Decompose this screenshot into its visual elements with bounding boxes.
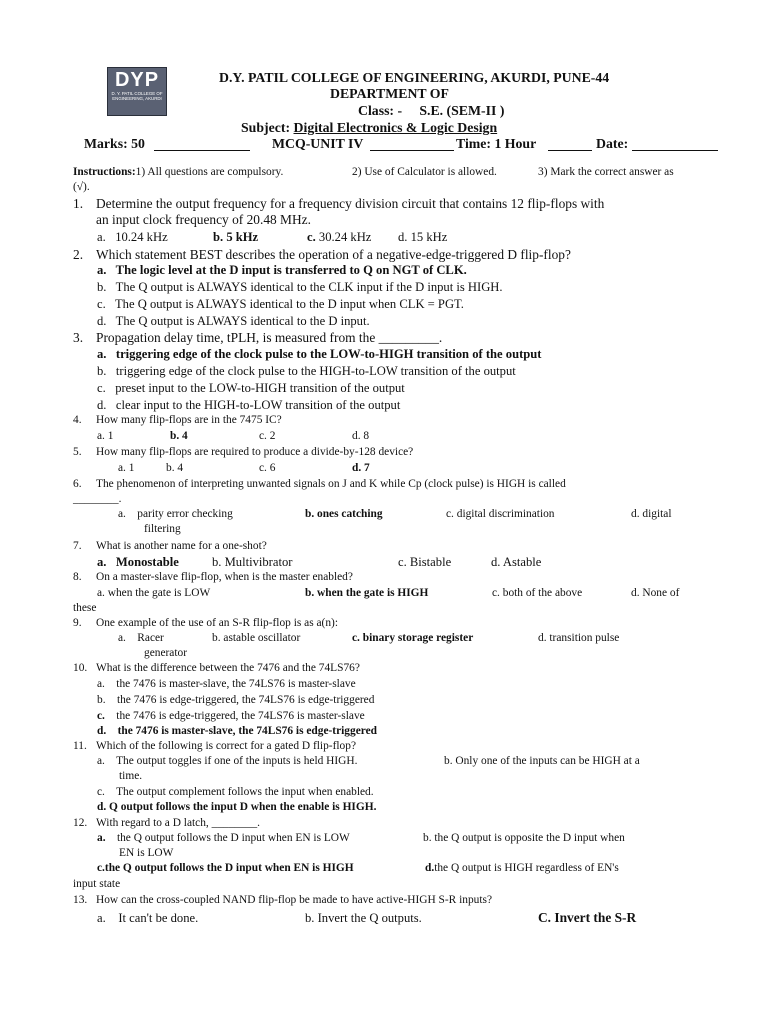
q6-option-b[interactable]: b. ones catching bbox=[305, 508, 383, 520]
q12-option-c[interactable]: c.the Q output follows the D input when EN is HIGH bbox=[97, 862, 354, 874]
marks: Marks: 50 bbox=[84, 136, 145, 151]
q11-option-a[interactable]: a. The output toggles if one of the inputs is held HIGH. bbox=[97, 755, 358, 767]
q13-option-a[interactable]: a. It can't be done. bbox=[97, 911, 199, 925]
q5-option-c[interactable]: c. 6 bbox=[259, 462, 276, 474]
logo-text: DYP bbox=[114, 69, 160, 91]
q12-option-b[interactable]: b. the Q output is opposite the D input when bbox=[423, 832, 625, 844]
q10-option-b[interactable]: b. the 7476 is edge-triggered, the 74LS76 is edge-triggered bbox=[97, 694, 375, 706]
time-underline bbox=[548, 150, 592, 151]
q3-option-a[interactable]: a. triggering edge of the clock pulse to the LOW-to-HIGH transition of the output bbox=[97, 347, 542, 361]
q13-option-b[interactable]: b. Invert the Q outputs. bbox=[305, 911, 422, 925]
instruction-3-cont: (√). bbox=[73, 181, 90, 193]
date: Date: bbox=[596, 136, 629, 151]
q12-option-a[interactable]: a. the Q output follows the D input when EN is LOW bbox=[97, 832, 350, 844]
subject-line bbox=[241, 120, 497, 136]
instructions-label: Instructions: bbox=[73, 166, 136, 178]
q7-number: 7. bbox=[73, 540, 82, 552]
q7-text: What is another name for a one-shot? bbox=[96, 540, 267, 552]
q13-text: How can the cross-coupled NAND flip-flop be made to have active-HIGH S-R inputs? bbox=[96, 894, 493, 906]
q10-number: 10. bbox=[73, 662, 88, 674]
q8-text: On a master-slave flip-flop, when is the master enabled? bbox=[96, 571, 353, 583]
q1-text-cont: an input clock frequency of 20.48 MHz. bbox=[96, 212, 311, 227]
q6-text: The phenomenon of interpreting unwanted signals on J and K while Cp (clock pulse) is HIGH is called bbox=[96, 478, 566, 490]
q2-text: Which statement BEST describes the operation of a negative-edge-triggered D flip-flop? bbox=[96, 247, 571, 262]
q7-option-c[interactable]: c. Bistable bbox=[398, 555, 452, 569]
q11-option-b-cont: time. bbox=[119, 770, 143, 782]
q10-option-d[interactable]: d. the 7476 is master-slave, the 74LS76 is edge-triggered bbox=[97, 725, 377, 737]
q9-option-b[interactable]: b. astable oscillator bbox=[212, 632, 301, 644]
q8-option-d[interactable]: d. None of bbox=[631, 587, 680, 599]
instruction-2: 2) Use of Calculator is allowed. bbox=[352, 166, 497, 178]
q8-option-b[interactable]: b. when the gate is HIGH bbox=[305, 587, 429, 599]
q12-text: With regard to a D latch, ________. bbox=[96, 817, 261, 829]
q9-option-a[interactable]: a. Racer bbox=[118, 632, 164, 644]
q5-text: How many flip-flops are required to produce a divide-by-128 device? bbox=[96, 446, 414, 458]
q7-option-b[interactable]: b. Multivibrator bbox=[212, 555, 293, 569]
q4-text: How many flip-flops are in the 7475 IC? bbox=[96, 414, 282, 426]
subject-name: Digital Electronics & Logic Design bbox=[293, 120, 498, 135]
q5-option-d[interactable]: d. 7 bbox=[352, 462, 370, 474]
q10-text: What is the difference between the 7476 and the 74LS76? bbox=[96, 662, 360, 674]
q10-option-c[interactable]: c. the 7476 is edge-triggered, the 74LS76 is master-slave bbox=[97, 710, 365, 722]
q9-option-d[interactable]: d. transition pulse bbox=[538, 632, 620, 644]
q8-option-a[interactable]: a. when the gate is LOW bbox=[97, 587, 211, 599]
q4-option-a[interactable]: a. 1 bbox=[97, 430, 114, 442]
q3-text: Propagation delay time, tPLH, is measured from the _________. bbox=[96, 330, 443, 345]
q12-option-d[interactable]: d.the Q output is HIGH regardless of EN's bbox=[425, 862, 619, 874]
college-name: D.Y. PATIL COLLEGE OF ENGINEERING, AKURDI, PUNE-44 bbox=[219, 70, 610, 85]
q7-option-d[interactable]: d. Astable bbox=[491, 555, 542, 569]
q12-option-d-cont: input state bbox=[73, 878, 121, 890]
q9-option-a-cont: generator bbox=[144, 647, 188, 659]
q8-option-c[interactable]: c. both of the above bbox=[492, 587, 583, 599]
q3-option-b[interactable]: b. triggering edge of the clock pulse to the HIGH-to-LOW transition of the output bbox=[97, 364, 516, 378]
q5-option-b[interactable]: b. 4 bbox=[166, 462, 184, 474]
q12-option-b-cont: EN is LOW bbox=[119, 847, 174, 859]
q2-option-c[interactable]: c. The Q output is ALWAYS identical to the D input when CLK = PGT. bbox=[97, 297, 464, 311]
department: DEPARTMENT OF bbox=[330, 86, 449, 101]
q1-text: Determine the output frequency for a frequency division circuit that contains 12 flip-flops with bbox=[96, 196, 605, 211]
q2-option-a[interactable]: a. The logic level at the D input is transferred to Q on NGT of CLK. bbox=[97, 263, 467, 277]
time: Time: 1 Hour bbox=[456, 136, 537, 151]
q1-option-d[interactable]: d. 15 kHz bbox=[398, 230, 448, 244]
q9-option-c[interactable]: c. binary storage register bbox=[352, 632, 474, 644]
q2-option-b[interactable]: b. The Q output is ALWAYS identical to the CLK input if the D input is HIGH. bbox=[97, 280, 503, 294]
q10-option-a[interactable]: a. the 7476 is master-slave, the 74LS76 is master-slave bbox=[97, 678, 356, 690]
unit-underline bbox=[370, 150, 454, 151]
q3-number: 3. bbox=[73, 330, 84, 345]
q6-option-d[interactable]: d. digital bbox=[631, 508, 672, 520]
q7-option-a[interactable]: a. Monostable bbox=[97, 555, 179, 569]
marks-underline bbox=[154, 150, 250, 151]
q2-number: 2. bbox=[73, 247, 84, 262]
college-logo bbox=[107, 67, 167, 116]
unit: MCQ-UNIT IV bbox=[272, 136, 364, 151]
q6-number: 6. bbox=[73, 478, 82, 490]
q9-number: 9. bbox=[73, 617, 82, 629]
q11-text: Which of the following is correct for a gated D flip-flop? bbox=[96, 740, 356, 752]
q1-option-a[interactable]: a. 10.24 kHz bbox=[97, 230, 168, 244]
q6-option-c[interactable]: c. digital discrimination bbox=[446, 508, 555, 520]
q4-option-b[interactable]: b. 4 bbox=[170, 430, 188, 442]
logo-subtext: D. Y. PATIL COLLEGE OF ENGINEERING, AKURDI bbox=[111, 91, 163, 101]
q13-number: 13. bbox=[73, 894, 88, 906]
q5-number: 5. bbox=[73, 446, 82, 458]
q11-option-b[interactable]: b. Only one of the inputs can be HIGH at a bbox=[444, 755, 640, 767]
q13-option-c[interactable]: C. Invert the S-R bbox=[538, 910, 637, 925]
instruction-1: 1) All questions are compulsory. bbox=[135, 166, 284, 178]
q6-option-a[interactable]: a. parity error checking bbox=[118, 508, 233, 520]
instructions bbox=[73, 166, 283, 178]
q8-option-d-cont: these bbox=[73, 602, 97, 614]
q1-number: 1. bbox=[73, 196, 84, 211]
q5-option-a[interactable]: a. 1 bbox=[118, 462, 135, 474]
q4-number: 4. bbox=[73, 414, 82, 426]
q11-number: 11. bbox=[73, 740, 87, 752]
q6-blank: ________. bbox=[73, 493, 122, 505]
q2-option-d[interactable]: d. The Q output is ALWAYS identical to the D input. bbox=[97, 314, 370, 328]
q1-option-c[interactable]: c. 30.24 kHz bbox=[307, 230, 372, 244]
q8-number: 8. bbox=[73, 571, 82, 583]
q12-number: 12. bbox=[73, 817, 88, 829]
date-underline bbox=[632, 150, 718, 151]
q4-option-d[interactable]: d. 8 bbox=[352, 430, 370, 442]
q1-option-b[interactable]: b. 5 kHz bbox=[213, 230, 259, 244]
q11-option-d[interactable]: d. Q output follows the input D when the enable is HIGH. bbox=[97, 801, 377, 813]
q3-option-c[interactable]: c. preset input to the LOW-to-HIGH transition of the output bbox=[97, 381, 405, 395]
q11-option-c[interactable]: c. The output complement follows the input when enabled. bbox=[97, 786, 374, 798]
q6-option-a-cont: filtering bbox=[144, 523, 181, 535]
instruction-3: 3) Mark the correct answer as bbox=[538, 166, 674, 178]
q3-option-d[interactable]: d. clear input to the HIGH-to-LOW transition of the output bbox=[97, 398, 401, 412]
q9-text: One example of the use of an S-R flip-flop is as a(n): bbox=[96, 617, 338, 629]
class-line: Class: - S.E. (SEM-II ) bbox=[358, 103, 505, 118]
subject-label: Subject: bbox=[241, 120, 291, 135]
q4-option-c[interactable]: c. 2 bbox=[259, 430, 276, 442]
